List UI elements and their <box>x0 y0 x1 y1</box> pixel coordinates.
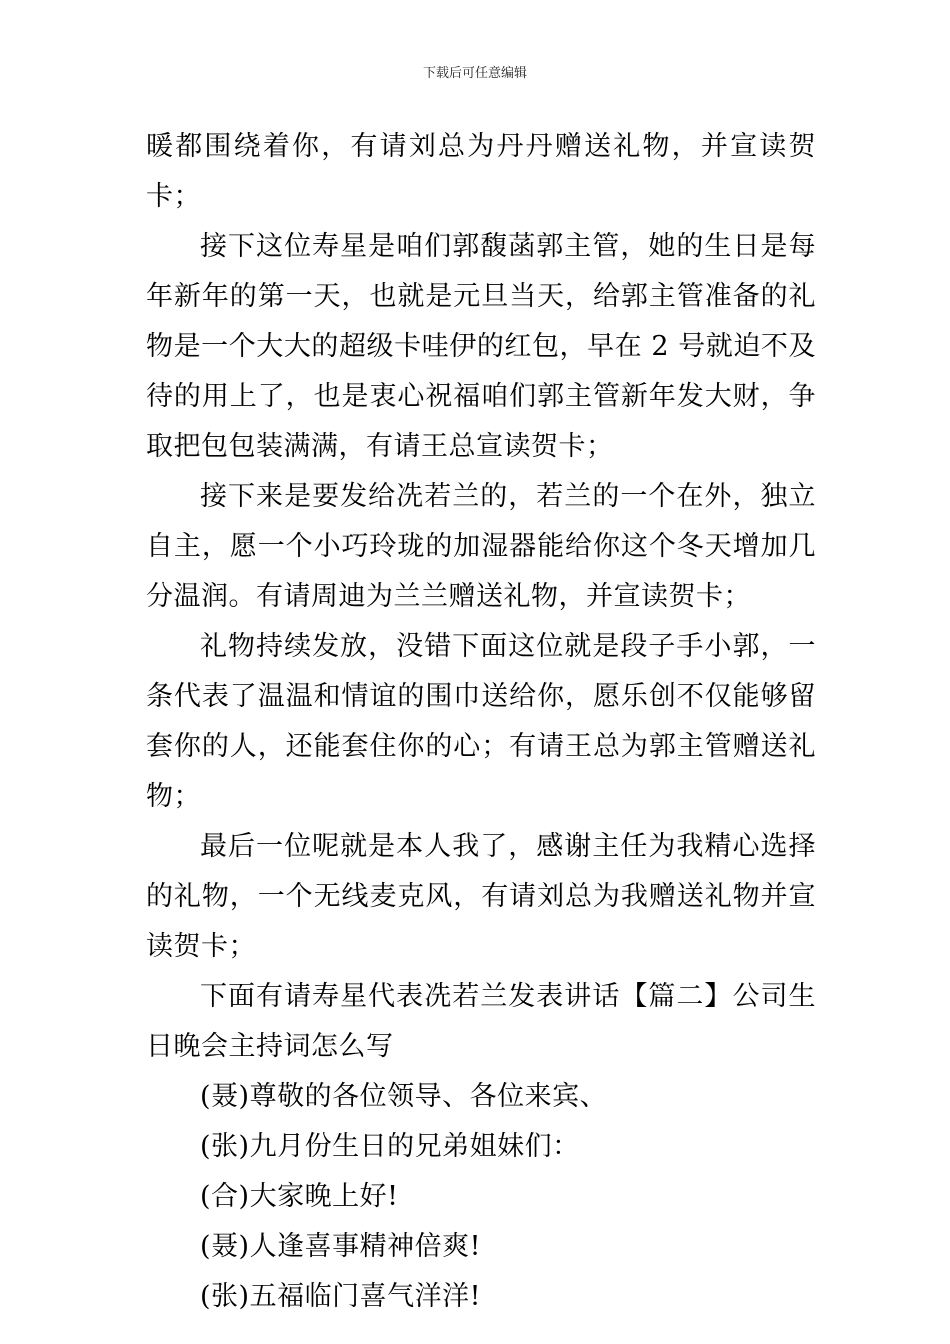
paragraph-3: 接下来是要发给冼若兰的，若兰的一个在外，独立自主，愿一个小巧玲珑的加湿器能给你这个冬天增加几分温润。有请周迪为兰兰赠送礼物，并宣读贺卡； <box>146 481 816 612</box>
page-header: 下载后可任意编辑 <box>422 66 527 81</box>
paragraph-5: 最后一位呢就是本人我了，感谢主任为我精心选择的礼物，一个无线麦克风，有请刘总为我赠送礼物并宣读贺卡； <box>146 831 816 962</box>
paragraph-4: 礼物持续发放，没错下面这位就是段子手小郭，一条代表了温温和情谊的围巾送给你，愿乐创不仅能够留套你的人，还能套住你的心；有请王总为郭主管赠送礼物； <box>146 631 816 812</box>
paragraph-1: 暖都围绕着你，有请刘总为丹丹赠送礼物，并宣读贺卡； <box>146 131 816 212</box>
paragraph-6: 下面有请寿星代表冼若兰发表讲话【篇二】公司生日晚会主持词怎么写 <box>146 981 816 1062</box>
document-body <box>146 122 816 1322</box>
paragraph-9: (合)大家晚上好! <box>200 1181 399 1212</box>
paragraph-8: (张)九月份生日的兄弟姐妹们： <box>200 1131 580 1162</box>
paragraph-10: (聂)人逢喜事精神倍爽! <box>200 1231 481 1262</box>
paragraph-7: (聂)尊敬的各位领导、各位来宾、 <box>200 1081 608 1112</box>
paragraph-2: 接下这位寿星是咱们郭馥菡郭主管，她的生日是每年新年的第一天，也就是元旦当天，给郭主管准备的礼物是一个大大的超级卡哇伊的红包，早在 2 号就迫不及待的用上了，也是衷心祝福咱们郭主管新年发大财，争取把包包装满满，有请王总宣读贺卡； <box>146 231 816 462</box>
paragraph-11: (张)五福临门喜气洋洋! <box>200 1281 481 1312</box>
